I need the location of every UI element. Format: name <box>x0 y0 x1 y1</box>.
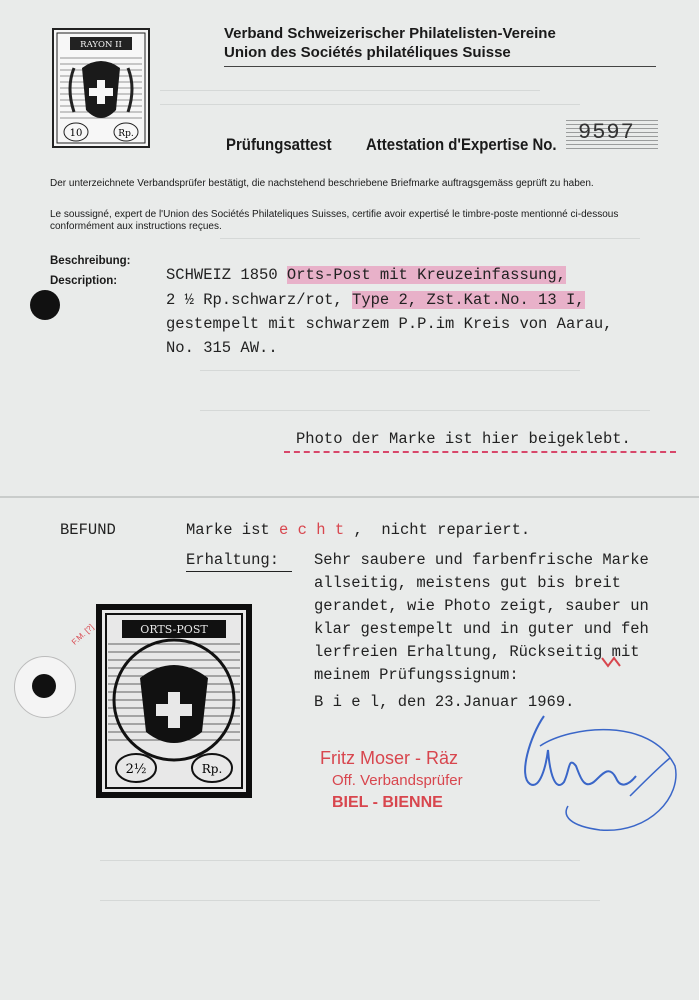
logo-top-text: RAYON II <box>80 40 122 50</box>
intro-text-fr: Le soussigné, expert de l'Union des Sociétés Philateliques Suisses, certifie avoir expertisé le timbre-poste mentionné ci-dessous conformément aux instructions reçues. <box>50 209 619 232</box>
red-test-mark <box>600 654 624 670</box>
punch-hole <box>32 674 56 698</box>
intro-text-de: Der unterzeichnete Verbandsprüfer bestätigt, die nachstehend beschriebene Briefmarke auftragsgemäss geprüft zu haben. <box>50 178 594 189</box>
bleed-through-line <box>100 860 580 861</box>
header-divider <box>224 66 656 67</box>
organization-name-de: Verband Schweizerischer Philatelisten-Vereine <box>224 25 556 42</box>
logo-value-text: 10 <box>69 128 83 139</box>
stamp-photo <box>96 604 252 798</box>
stamp-currency-text: Rp. <box>201 762 223 776</box>
erhaltung-label: Erhaltung: <box>186 551 280 569</box>
bleed-through-line <box>160 104 580 105</box>
description-line-2: 2 ½ Rp.schwarz/rot, Type 2, Zst.Kat.No. 13 I, <box>166 291 585 309</box>
certificate-number: 9597 <box>578 120 635 145</box>
description-line-1: SCHWEIZ 1850 Orts-Post mit Kreuzeinfassung, <box>166 266 566 284</box>
description-label-de: Beschreibung: <box>50 255 131 267</box>
description-line-3: gestempelt mit schwarzem P.P.im Kreis von Aarau, <box>166 315 613 333</box>
expert-city: BIEL - BIENNE <box>332 794 443 811</box>
place-and-date: B i e l, den 23.Januar 1969. <box>314 693 575 711</box>
befund-label: BEFUND <box>60 521 116 539</box>
bleed-through-line <box>200 410 650 411</box>
erhaltung-underline <box>186 571 292 572</box>
expert-title: Off. Verbandsprüfer <box>332 772 463 789</box>
bleed-through-line <box>100 900 600 901</box>
photo-note: Photo der Marke ist hier beigeklebt. <box>296 430 631 448</box>
condition-line-6: meinem Prüfungssignum: <box>314 666 519 684</box>
condition-line-2: allseitig, meistens gut bis breit <box>314 574 621 592</box>
expert-name: Fritz Moser - Räz <box>320 748 459 768</box>
stamp-side-mark: F.M. [?] <box>70 622 96 647</box>
condition-line-4: klar gestempelt und in guter und feh <box>314 620 649 638</box>
rayon-stamp-logo <box>52 28 150 148</box>
logo-currency-text: Rp. <box>118 129 134 139</box>
condition-line-5: lerfreien Erhaltung, Rückseitig mit <box>314 643 640 661</box>
title-de: Prüfungsattest <box>226 135 332 154</box>
paper-fold <box>0 496 699 498</box>
description-label-fr: Description: <box>50 275 118 287</box>
stamp-top-text: ORTS-POST <box>140 623 208 636</box>
punch-hole <box>30 290 60 320</box>
stamp-value-text: 2½ <box>125 762 147 777</box>
condition-line-1: Sehr saubere und farbenfrische Marke <box>314 551 649 569</box>
photo-note-underline <box>284 451 676 453</box>
condition-line-3: gerandet, wie Photo zeigt, sauber un <box>314 597 649 615</box>
bleed-through-line <box>220 238 640 239</box>
bleed-through-line <box>200 370 580 371</box>
description-line-4: No. 315 AW.. <box>166 339 278 357</box>
organization-name-fr: Union des Sociétés philatéliques Suisse <box>224 44 511 61</box>
bleed-through-line <box>160 90 540 91</box>
title-fr: Attestation d'Expertise No. <box>366 135 557 154</box>
result-line: Marke ist e c h t , nicht repariert. <box>186 521 531 539</box>
handwritten-signature <box>510 706 685 836</box>
